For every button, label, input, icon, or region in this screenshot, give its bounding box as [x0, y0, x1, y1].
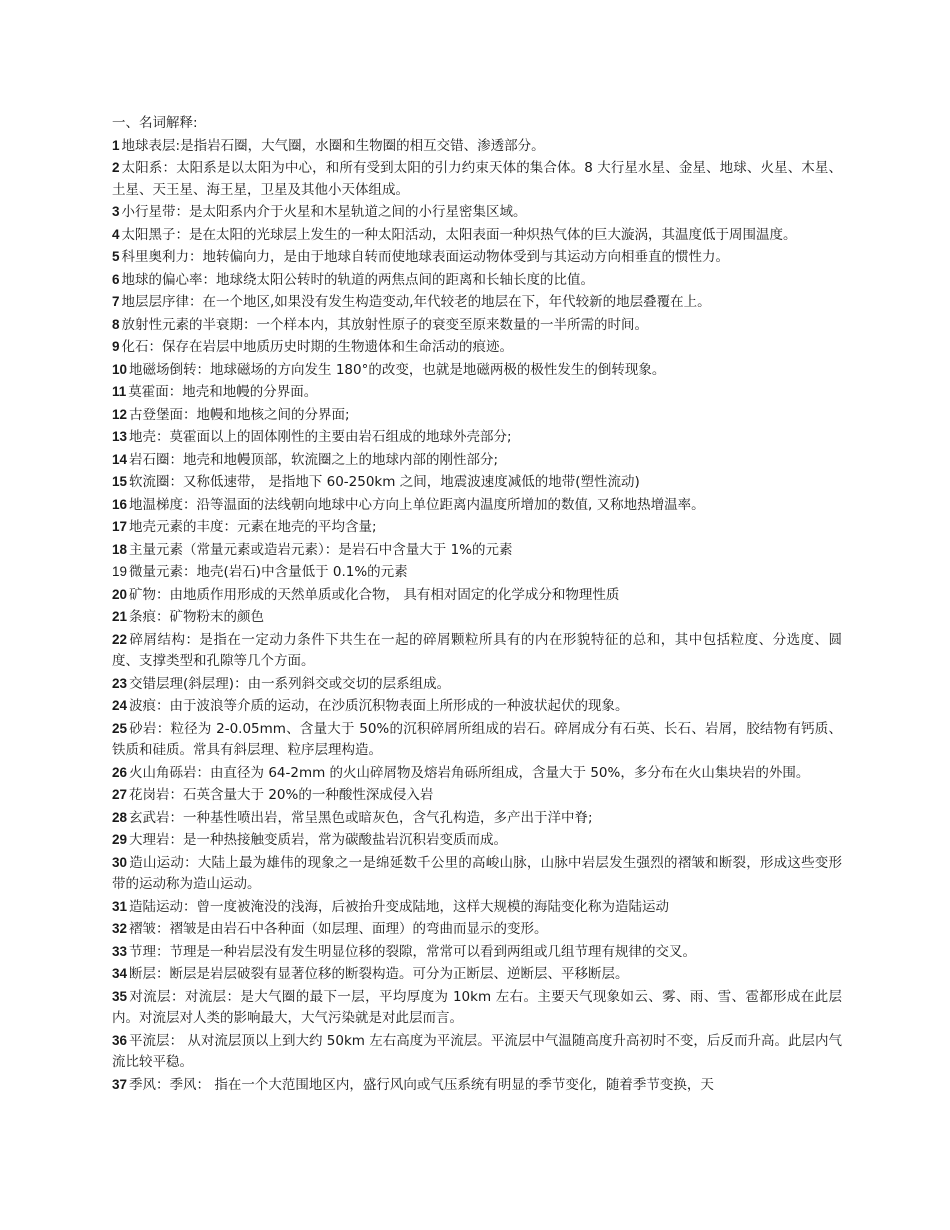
entry-number: 27 [112, 787, 128, 802]
entry-separator: ： [156, 586, 170, 603]
entry-definition: 地转偏向力，是由于地球自转而使地球表面运动物体受到与其运动方向相垂直的惯性力。 [202, 249, 730, 265]
entry-term: 地壳元素的丰度 [129, 519, 224, 535]
entry-definition: 对流层：是大气圈的最下一层，平均厚度为 10km 左右。主要天气现象如云、雾、雨、雪、雹都形成在此层内。对流层对人类的影响最大，大气污染就是对此层而言。 [112, 988, 843, 1026]
entry-separator: ： [169, 1032, 184, 1049]
entry-definition: 沿等温面的法线朝向地球中心方向上单位距离内温度所增加的数值, 又称地热增温率。 [196, 496, 705, 513]
entry-definition: 由地质作用形成的天然单质或化合物， 具有相对固定的化学成分和物理性质 [169, 586, 620, 603]
glossary-entry [112, 224, 842, 247]
entry-term: 花岗岩 [129, 787, 170, 803]
entry-term: 太阳黑子 [121, 226, 176, 243]
entry-separator: ： [169, 809, 184, 826]
entry-separator: ： [196, 361, 211, 378]
glossary-entry [112, 807, 842, 830]
entry-term: 大理岩 [129, 832, 170, 848]
glossary-entry [112, 852, 842, 896]
entry-term: 科里奥利力 [121, 249, 190, 265]
document-page [112, 113, 842, 1096]
glossary-entry [112, 336, 842, 359]
entry-term: 岩石圈 [129, 451, 170, 468]
glossary-entry [112, 584, 842, 607]
entry-separator: ： [169, 474, 184, 490]
entry-number: 14 [112, 451, 128, 467]
entry-number: 6 [112, 271, 120, 287]
entry-number: 2 [112, 160, 120, 175]
entry-term: 波痕 [129, 698, 157, 714]
entry-separator: ： [169, 832, 184, 848]
entry-term: 化石 [121, 339, 149, 355]
entry-separator: ： [162, 160, 177, 176]
entry-number: 20 [112, 586, 128, 602]
entry-separator: ： [156, 720, 171, 737]
entry-definition: 地幔和地核之间的分界面; [196, 406, 350, 423]
entry-definition: 地壳和地幔顶部，软流圈之上的地球内部的刚性部分; [183, 451, 499, 468]
entry-separator: ： [156, 698, 170, 714]
entry-definition: 季风： 指在一个大范围地区内，盛行风向或气压系统有明显的季节变化，随着季节变换，天 [169, 1076, 714, 1093]
entry-number: 12 [112, 406, 128, 422]
entry-term: 地球的偏心率 [121, 271, 203, 288]
entry-number: 30 [112, 854, 128, 870]
entry-separator: ： [223, 519, 238, 535]
entry-term: 矿物 [129, 586, 157, 603]
glossary-entry [112, 896, 842, 919]
entry-term: 放射性元素的半衰期 [121, 316, 244, 333]
entry-term: 微量元素 [129, 564, 184, 580]
glossary-entry [112, 381, 842, 404]
entry-term: 玄武岩 [129, 809, 170, 826]
entry-definition: 是岩石中含量大于 1%的元素 [338, 541, 513, 558]
entry-number: 4 [112, 226, 120, 242]
entry-number: 19 [112, 564, 128, 579]
entry-definition: 矿物粉末的颜色 [169, 609, 265, 625]
entry-term: 交错层理(斜层理) [129, 675, 235, 692]
entry-number: 33 [112, 943, 128, 959]
entry-definition: 地壳和地幔的分界面。 [182, 384, 318, 400]
entry-term: 断层 [129, 966, 157, 982]
section-title: 一、名词解释: [112, 115, 198, 131]
entry-number: 5 [112, 249, 120, 264]
entry-term: 对流层 [129, 988, 171, 1005]
entry-definition: 褶皱是由岩石中各种面（如层理、面理）的弯曲而显示的变形。 [169, 921, 548, 937]
entry-separator: ： [148, 339, 163, 355]
entry-number: 11 [112, 384, 127, 399]
glossary-entry [112, 762, 842, 785]
entry-definition: 元素在地壳的平均含量; [237, 519, 377, 535]
entry-term: 造山运动 [129, 854, 185, 871]
entry-term: 节理 [129, 943, 157, 960]
glossary-entry [112, 314, 842, 337]
entry-term: 季风 [129, 1076, 157, 1093]
glossary-entry [112, 963, 842, 986]
entry-separator: ： [183, 564, 197, 580]
entry-separator: ： [189, 249, 203, 265]
entry-definition: 地球磁场的方向发生 180°的改变，也就是地磁两极的极性发生的倒转现象。 [210, 361, 666, 378]
glossary-entry [112, 918, 842, 941]
entry-number: 22 [112, 631, 128, 647]
entry-separator: ： [243, 316, 257, 333]
entry-definition: 是指在一定动力条件下共生在一起的碎屑颗粒所具有的内在形貌特征的总和，其中包括粒度、分选度、圆度、支撑类型和孔隙等几个方面。 [112, 631, 843, 669]
entry-term: 地磁场倒转 [129, 361, 197, 378]
entry-definition: 是太阳系内介于火星和木星轨道之间的小行星密集区域。 [189, 204, 527, 220]
entry-term: 小行星带 [121, 204, 176, 220]
glossary-entry [112, 561, 842, 584]
glossary-entry [112, 695, 842, 718]
entry-term: 莫霍面 [128, 384, 169, 400]
glossary-entry [112, 201, 842, 224]
glossary-entry [112, 516, 842, 539]
entry-separator: ： [175, 204, 190, 220]
entry-definition: 节理是一种岩层没有发生明显位移的裂隙，常常可以看到两组或几组节理有规律的交叉。 [169, 943, 697, 960]
entry-definition: 地球绕太阳公转时的轨道的两焦点间的距离和长轴长度的比值。 [216, 271, 595, 288]
glossary-entry [112, 1074, 842, 1097]
entry-number: 10 [112, 361, 128, 377]
entry-definition: 由一系列斜交或交切的层系组成。 [247, 675, 451, 692]
glossary-entry [112, 986, 842, 1030]
entry-separator: ： [156, 921, 170, 937]
glossary-entry [112, 673, 842, 696]
entry-number: 15 [112, 474, 128, 489]
entry-number: 9 [112, 339, 120, 354]
entry-number: 8 [112, 316, 120, 332]
entry-number: 36 [112, 1032, 128, 1048]
entry-term: 平流层 [129, 1032, 170, 1049]
entry-term: 地球表层 [121, 137, 176, 154]
entry-separator: ： [183, 496, 197, 513]
entry-definition: 地壳(岩石)中含量低于 0.1%的元素 [196, 564, 408, 580]
entry-number: 1 [112, 137, 120, 153]
entry-number: 34 [112, 966, 128, 981]
entry-number: 7 [112, 294, 120, 309]
entry-definition: 断层是岩层破裂有显著位移的断裂构造。可分为正断层、逆断层、平移断层。 [169, 966, 629, 982]
entry-number: 31 [112, 898, 128, 914]
entry-separator: ： [169, 787, 184, 803]
entry-term: 火山角砾岩 [129, 764, 197, 781]
entry-number: 21 [112, 609, 128, 624]
entry-separator: ： [202, 271, 217, 288]
entry-number: 13 [112, 429, 128, 444]
entry-separator: ： [156, 429, 170, 445]
entry-number: 24 [112, 698, 128, 713]
entry-separator: ： [156, 609, 170, 625]
glossary-entry [112, 718, 842, 762]
entry-definition: 曾一度被淹没的浅海，后被抬升变成陆地，这样大规模的海陆变化称为造陆运动 [196, 898, 670, 915]
glossary-entry [112, 471, 842, 494]
entry-definition: 大陆上最为雄伟的现象之一是绵延数千公里的高峻山脉，山脉中岩层发生强烈的褶皱和断裂，形成这些变形带的运动称为造山运动。 [112, 854, 843, 892]
entry-separator: ： [196, 764, 211, 781]
entry-definition: 由于波浪等介质的运动，在沙质沉积物表面上所形成的一种波状起伏的现象。 [169, 698, 629, 714]
entry-number: 35 [112, 988, 128, 1004]
entry-definition: 一种基性喷出岩，常呈黑色或暗灰色，含气孔构造，多产出于洋中脊; [183, 809, 593, 826]
entry-number: 3 [112, 204, 120, 219]
entry-separator: ： [234, 675, 248, 692]
glossary-entry [112, 426, 842, 449]
entry-term: 砂岩 [129, 720, 157, 737]
entry-number: 28 [112, 809, 128, 825]
entry-term: 太阳系 [121, 160, 163, 176]
entry-definition: 从对流层顶以上到大约 50km 左右高度为平流层。平流层中气温随高度升高初时不变，后反而升高。此层内气流比较平稳。 [112, 1032, 843, 1070]
entry-separator: ： [183, 406, 197, 423]
glossary-entry [112, 941, 842, 964]
entry-separator: ： [185, 631, 200, 648]
entry-separator: ： [183, 898, 197, 915]
entry-separator: ： [168, 384, 183, 400]
entry-number: 18 [112, 541, 128, 557]
glossary-entry [112, 1030, 842, 1074]
entry-separator: ： [169, 451, 184, 468]
glossary-entry [112, 269, 842, 292]
entry-term: 地温梯度 [129, 496, 184, 513]
entry-separator: ： [175, 226, 190, 243]
entry-number: 26 [112, 764, 128, 780]
entry-number: 16 [112, 496, 128, 512]
entry-definition: 保存在岩层中地质历史时期的生物遗体和生命活动的痕迹。 [162, 339, 514, 355]
entry-definition: 粒径为 2-0.05mm、含量大于 50%的沉积碎屑所组成的岩石。碎屑成分有石英、长石、岩屑，胶结物有钙质、铁质和硅质。常具有斜层理、粒序层理构造。 [112, 720, 843, 758]
entry-separator: ： [171, 988, 185, 1005]
entry-separator: ： [156, 943, 170, 960]
glossary-entry [112, 291, 842, 314]
glossary-entry [112, 784, 842, 807]
entry-definition: 一个样本内，其放射性原子的衰变至原来数量的一半所需的时间。 [256, 316, 649, 333]
entry-separator: : [175, 137, 181, 154]
entry-separator: ： [184, 854, 198, 871]
entry-definition: 莫霍面以上的固体刚性的主要由岩石组成的地球外壳部分; [169, 429, 512, 445]
glossary-entry [112, 157, 842, 201]
entry-term: 条痕 [129, 609, 157, 625]
entry-term: 褶皱 [129, 921, 157, 937]
entry-definition: 是一种热接触变质岩，常为碳酸盐岩沉积岩变质而成。 [183, 832, 508, 848]
glossary-entry [112, 359, 842, 382]
entry-number: 29 [112, 832, 128, 847]
entry-term: 软流圈 [129, 474, 170, 490]
entry-term: 主量元素（常量元素或造岩元素） [129, 541, 325, 558]
entry-definition: 石英含量大于 20%的一种酸性深成侵入岩 [183, 787, 434, 803]
entry-definition: 是在太阳的光球层上发生的一种太阳活动，太阳表面一种炽热气体的巨大漩涡，其温度低于周围温度。 [189, 226, 797, 243]
entry-term: 地层层序律 [121, 294, 190, 310]
entry-separator: ： [156, 1076, 170, 1093]
glossary-entry [112, 829, 842, 852]
glossary-entry [112, 629, 842, 673]
entry-number: 37 [112, 1076, 128, 1092]
entry-separator: ： [324, 541, 339, 558]
glossary-entry [112, 539, 842, 562]
entry-number: 17 [112, 519, 128, 534]
entry-number: 23 [112, 675, 128, 691]
glossary-entry [112, 135, 842, 158]
glossary-entry [112, 404, 842, 427]
entry-term: 古登堡面 [129, 406, 184, 423]
glossary-entry [112, 246, 842, 269]
glossary-list [112, 135, 842, 1097]
entry-separator: ： [189, 294, 203, 310]
entry-term: 造陆运动 [129, 898, 184, 915]
entry-definition: 在一个地区,如果没有发生构造变动,年代较老的地层在下，年代较新的地层叠覆在上。 [202, 294, 711, 310]
entry-number: 25 [112, 720, 128, 736]
entry-term: 地壳 [129, 429, 157, 445]
glossary-entry [112, 494, 842, 517]
entry-separator: ： [156, 966, 170, 982]
entry-definition: 由直径为 64-2mm 的火山碎屑物及熔岩角砾所组成，含量大于 50%，多分布在火山集块岩的外围。 [210, 764, 810, 781]
glossary-entry [112, 606, 842, 629]
entry-definition: 又称低速带， 是指地下 60-250km 之间，地震波速度减低的地带(塑性流动) [183, 474, 640, 490]
entry-number: 32 [112, 921, 128, 936]
glossary-entry [112, 449, 842, 472]
entry-term: 碎屑结构 [129, 631, 186, 648]
entry-definition: 太阳系是以太阳为中心，和所有受到太阳的引力约束天体的集合体。8 大行星水星、金星、地球、火星、木星、土星、天王星、海王星，卫星及其他小天体组成。 [112, 160, 843, 198]
entry-definition: 是指岩石圈，大气圈，水圈和生物圈的相互交错、渗透部分。 [180, 137, 545, 154]
